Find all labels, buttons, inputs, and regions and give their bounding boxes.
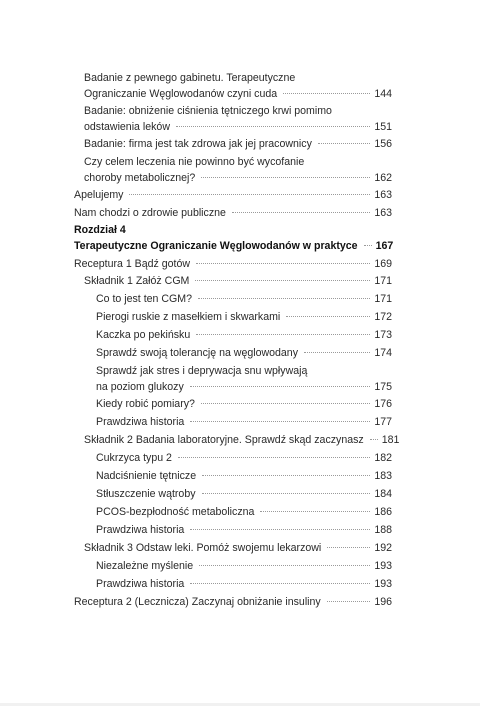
toc-page-number: 171 [374, 275, 392, 287]
toc-entry-line: Apelujemy [74, 189, 124, 201]
toc-entry [84, 103, 392, 135]
toc-page-number: 184 [374, 488, 392, 500]
toc-entry-line: Badanie z pewnego gabinetu. Terapeutyczne [84, 72, 296, 84]
toc-page-number: 173 [374, 329, 392, 341]
toc-entry-line: Co to jest ten CGM? [96, 293, 192, 305]
toc-page-number: 182 [374, 452, 392, 464]
toc-entry [84, 154, 392, 186]
toc-entry-line: Niezależne myślenie [96, 560, 194, 572]
toc-entry [96, 486, 392, 502]
dot-leader [260, 511, 370, 512]
toc-page-number: 144 [374, 88, 392, 100]
toc-entry [84, 136, 392, 152]
toc-page-number: 172 [374, 311, 392, 323]
toc-page-number: 174 [374, 347, 392, 359]
dot-leader [199, 565, 370, 566]
dot-leader [196, 263, 370, 264]
toc-entry-line: Cukrzyca typu 2 [96, 452, 172, 464]
toc-entry [96, 522, 392, 538]
dot-leader [202, 475, 370, 476]
chapter-title: Terapeutyczne Ograniczanie Węglowodanów w praktyce [74, 240, 358, 252]
toc-page-number: 177 [374, 416, 392, 428]
dot-leader [202, 493, 371, 494]
toc-entry [96, 414, 392, 430]
dot-leader [198, 298, 370, 299]
toc-entry [84, 540, 392, 556]
toc-page-number: 171 [374, 293, 392, 305]
toc-entry-line: odstawienia leków [84, 121, 170, 133]
dot-leader [178, 457, 370, 458]
toc-entry-line: choroby metabolicznej? [84, 172, 196, 184]
toc-entry [96, 396, 392, 412]
toc-entry-line: Kaczka po pekińsku [96, 329, 191, 341]
toc-entry-line: Składnik 2 Badania laboratoryjne. Sprawdź skąd zaczynasz [84, 434, 364, 446]
toc-entry-line: na poziom glukozy [96, 381, 184, 393]
toc-entry-line: Czy celem leczenia nie powinno być wycofanie [84, 156, 305, 168]
dot-leader [201, 403, 370, 404]
toc-entry [96, 345, 392, 361]
dot-leader [196, 334, 370, 335]
dot-leader [232, 212, 370, 213]
toc-entry-line: Receptura 2 (Lecznicza) Zaczynaj obniżanie insuliny [74, 596, 321, 608]
toc-entry [96, 450, 392, 466]
chapter-label: Rozdział 4 [74, 224, 126, 236]
toc-entry [96, 468, 392, 484]
toc-page-number: 188 [374, 524, 392, 536]
toc-page-number: 151 [374, 121, 392, 133]
toc-page-number: 193 [374, 578, 392, 590]
toc-page-number: 181 [381, 434, 400, 446]
dot-leader [190, 421, 370, 422]
dot-leader [190, 583, 370, 584]
toc-entry-line: Sprawdź jak stres i deprywacja snu wpływają [96, 365, 308, 377]
dot-leader [318, 143, 370, 144]
toc-entry [96, 558, 392, 574]
toc-chapter-heading [74, 222, 392, 254]
toc-page-number: 175 [374, 381, 392, 393]
dot-leader [304, 352, 370, 353]
toc-entry [74, 187, 392, 203]
dot-leader [190, 386, 371, 387]
toc-page-number: 176 [374, 398, 392, 410]
toc-entry-line: Nam chodzi o zdrowie publiczne [74, 207, 226, 219]
toc-entry-line: PCOS-bezpłodność metaboliczna [96, 506, 255, 518]
toc-entry [84, 273, 392, 289]
toc-entry [96, 309, 392, 325]
toc-page-number: 167 [375, 240, 394, 252]
toc-page-number: 186 [374, 506, 392, 518]
toc-entry [96, 327, 392, 343]
toc-page-number: 156 [374, 138, 392, 150]
toc-entry-line: Sprawdź swoją tolerancję na węglowodany [96, 347, 298, 359]
toc-page-number: 162 [374, 172, 392, 184]
dot-leader [370, 439, 378, 440]
toc-entry-line: Prawdziwa historia [96, 416, 185, 428]
dot-leader [201, 177, 370, 178]
toc-page-number: 196 [374, 596, 392, 608]
dot-leader [327, 547, 370, 548]
toc-page-number: 163 [374, 207, 392, 219]
dot-leader [286, 316, 370, 317]
dot-leader [190, 529, 370, 530]
toc-entry [96, 576, 392, 592]
toc-entry [96, 363, 392, 395]
toc-entry-line: Badanie: obniżenie ciśnienia tętniczego krwi pomimo [84, 105, 332, 117]
toc-entry [96, 504, 392, 520]
toc-entry-line: Kiedy robić pomiary? [96, 398, 195, 410]
toc-page-number: 169 [374, 258, 392, 270]
toc-entry-line: Prawdziwa historia [96, 524, 185, 536]
toc-page-number: 183 [374, 470, 392, 482]
toc-entry-line: Prawdziwa historia [96, 578, 185, 590]
toc-entry-line: Ograniczanie Węglowodanów czyni cuda [84, 88, 278, 100]
toc-entry [84, 432, 400, 448]
dot-leader [283, 93, 370, 94]
dot-leader [129, 194, 370, 195]
toc-page-number: 193 [374, 560, 392, 572]
toc-entry [74, 594, 392, 610]
toc-entry-line: Badanie: firma jest tak zdrowa jak jej pracownicy [84, 138, 312, 150]
toc-page-number: 192 [374, 542, 392, 554]
toc-entry-line: Pierogi ruskie z masełkiem i skwarkami [96, 311, 281, 323]
dot-leader [195, 280, 370, 281]
toc-page-number: 163 [374, 189, 392, 201]
dot-leader [176, 126, 370, 127]
dot-leader [327, 601, 371, 602]
toc-entry-line: Składnik 1 Załóż CGM [84, 275, 190, 287]
toc-entry-line: Składnik 3 Odstaw leki. Pomóż swojemu lekarzowi [84, 542, 322, 554]
toc-entry-line: Nadciśnienie tętnicze [96, 470, 197, 482]
toc-entry [74, 256, 392, 272]
toc-entry-line: Receptura 1 Bądź gotów [74, 258, 191, 270]
toc-entry [74, 205, 392, 221]
dot-leader [364, 245, 372, 246]
toc-entry [96, 291, 392, 307]
toc-entry-line: Stłuszczenie wątroby [96, 488, 196, 500]
toc-entry [84, 70, 392, 102]
